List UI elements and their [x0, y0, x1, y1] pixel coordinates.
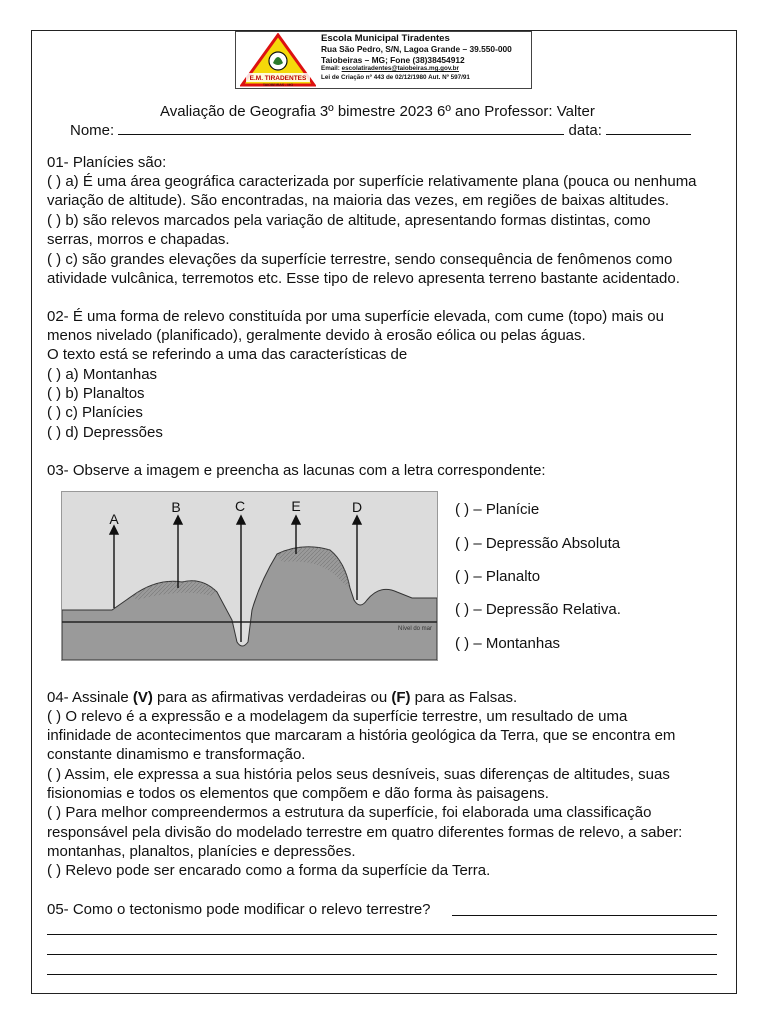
label-a: A — [109, 511, 119, 527]
label-e: E — [291, 498, 301, 514]
q4-stem-post: para as Falsas. — [410, 689, 518, 706]
q2-option: ( ) d) Depressões — [47, 424, 163, 441]
q4-stem-mid: para as afirmativas verdadeiras ou — [152, 689, 392, 706]
email-label: Email: — [321, 65, 342, 73]
q4-line: montanhas, planaltos, planícies e depressões. — [47, 843, 356, 860]
q3-option: ( ) – Planalto — [455, 568, 541, 585]
label-c: C — [234, 498, 246, 514]
q2-option: ( ) b) Planaltos — [47, 385, 145, 402]
name-label: Nome: — [70, 122, 115, 139]
q4-line: constante dinamismo e transformação. — [47, 746, 306, 763]
q3-stem: 03- Observe a imagem e preencha as lacunas com a letra correspondente: — [47, 462, 546, 479]
q4-line: ( ) Para melhor compreendermos a estrutura da superfície, foi elaborada uma classificação — [47, 804, 652, 821]
answer-line[interactable] — [452, 915, 717, 916]
q5-stem: 05- Como o tectonismo pode modificar o relevo terrestre? — [47, 901, 431, 918]
school-header — [235, 31, 532, 89]
q4-line: ( ) Assim, ele expressa a sua história pelos seus desníveis, suas diferenças de altitudes, suas — [47, 766, 670, 783]
q4-stem-f: (F) — [391, 689, 411, 706]
school-address: Rua São Pedro, S/N, Lagoa Grande – 39.550-000 — [321, 44, 512, 54]
name-field[interactable] — [118, 121, 564, 135]
label-b: B — [171, 499, 181, 515]
school-city-phone: Taiobeiras – MG; Fone (38)38454912 — [321, 54, 465, 65]
date-label: data: — [568, 122, 602, 139]
q1-line: ( ) c) são grandes elevações da superfície terrestre, sendo consequência de fenômenos como — [47, 251, 673, 268]
name-date-line — [70, 121, 691, 141]
q3-option: ( ) – Depressão Relativa. — [455, 601, 621, 618]
q2-line: menos nivelado (planificado), geralmente devido à erosão eólica ou pelas águas. — [47, 327, 586, 344]
label-d: D — [351, 499, 363, 515]
school-logo — [240, 33, 316, 87]
q3-option: ( ) – Planície — [455, 501, 540, 518]
school-email-line — [321, 65, 512, 74]
q2-line: O texto está se referindo a uma das características de — [47, 346, 408, 363]
q4-stem-v: (V) — [132, 689, 153, 706]
relief-diagram-svg — [62, 492, 437, 660]
q4-line: infinidade de acontecimentos que marcaram a história geológica da Terra, que se encontra em — [47, 727, 676, 744]
q1-line: atividade vulcânica, terremotos etc. Esse tipo de relevo apresenta terreno bastante acidentado. — [47, 270, 680, 287]
school-name: Escola Municipal Tiradentes — [321, 33, 450, 44]
q2-option: ( ) a) Montanhas — [47, 366, 158, 383]
q1-line: ( ) b) são relevos marcados pela variação de altitude, apresentando formas distintas, como — [47, 212, 651, 229]
school-email[interactable]: escolatiradentes@taiobeiras.mg.gov.br — [341, 65, 459, 73]
date-field[interactable] — [606, 121, 691, 135]
q1-line: variação de altitude). São encontradas, na maioria das vezes, em regiões de baixas altitudes. — [47, 192, 670, 209]
school-law: Lei de Criação nº 443 de 02/12/1980 Aut. Nº 597/91 — [321, 73, 470, 81]
relief-diagram — [61, 491, 438, 661]
sea-level-label: Nível do mar — [398, 626, 433, 632]
answer-line[interactable] — [47, 954, 717, 955]
school-info — [321, 33, 512, 83]
answer-line[interactable] — [47, 934, 717, 935]
q4-line: responsável pela divisão do modelado terrestre em quatro diferentes formas de relevo, a saber: — [47, 824, 683, 841]
answer-line[interactable] — [47, 974, 717, 975]
q4-stem — [47, 688, 517, 708]
logo-subtext: TAIOBEIRAS - MG — [262, 83, 294, 87]
q2-option: ( ) c) Planícies — [47, 404, 143, 421]
q1-line: ( ) a) É uma área geográfica caracterizada por superfície relativamente plana (pouca ou nenhuma — [47, 173, 697, 190]
q3-option: ( ) – Montanhas — [455, 635, 561, 652]
q1-stem: 01- Planícies são: — [47, 154, 167, 171]
q4-stem-pre: 04- Assinale — [47, 689, 133, 706]
q2-line: 02- É uma forma de relevo constituída por uma superfície elevada, com cume (topo) mais ou — [47, 308, 664, 325]
q1-line: serras, morros e chapadas. — [47, 231, 230, 248]
q4-line: fisionomias e todos os elementos que compõem e dão forma às paisagens. — [47, 785, 549, 802]
q4-line: ( ) O relevo é a expressão e a modelagem da superfície terrestre, um resultado de uma — [47, 708, 628, 725]
q3-option: ( ) – Depressão Absoluta — [455, 535, 621, 552]
q4-line: ( ) Relevo pode ser encarado como a forma da superfície da Terra. — [47, 862, 491, 879]
exam-title: Avaliação de Geografia 3º bimestre 2023 6º ano Professor: Valter — [160, 103, 595, 120]
logo-text: E.M. TIRADENTES — [249, 75, 307, 82]
